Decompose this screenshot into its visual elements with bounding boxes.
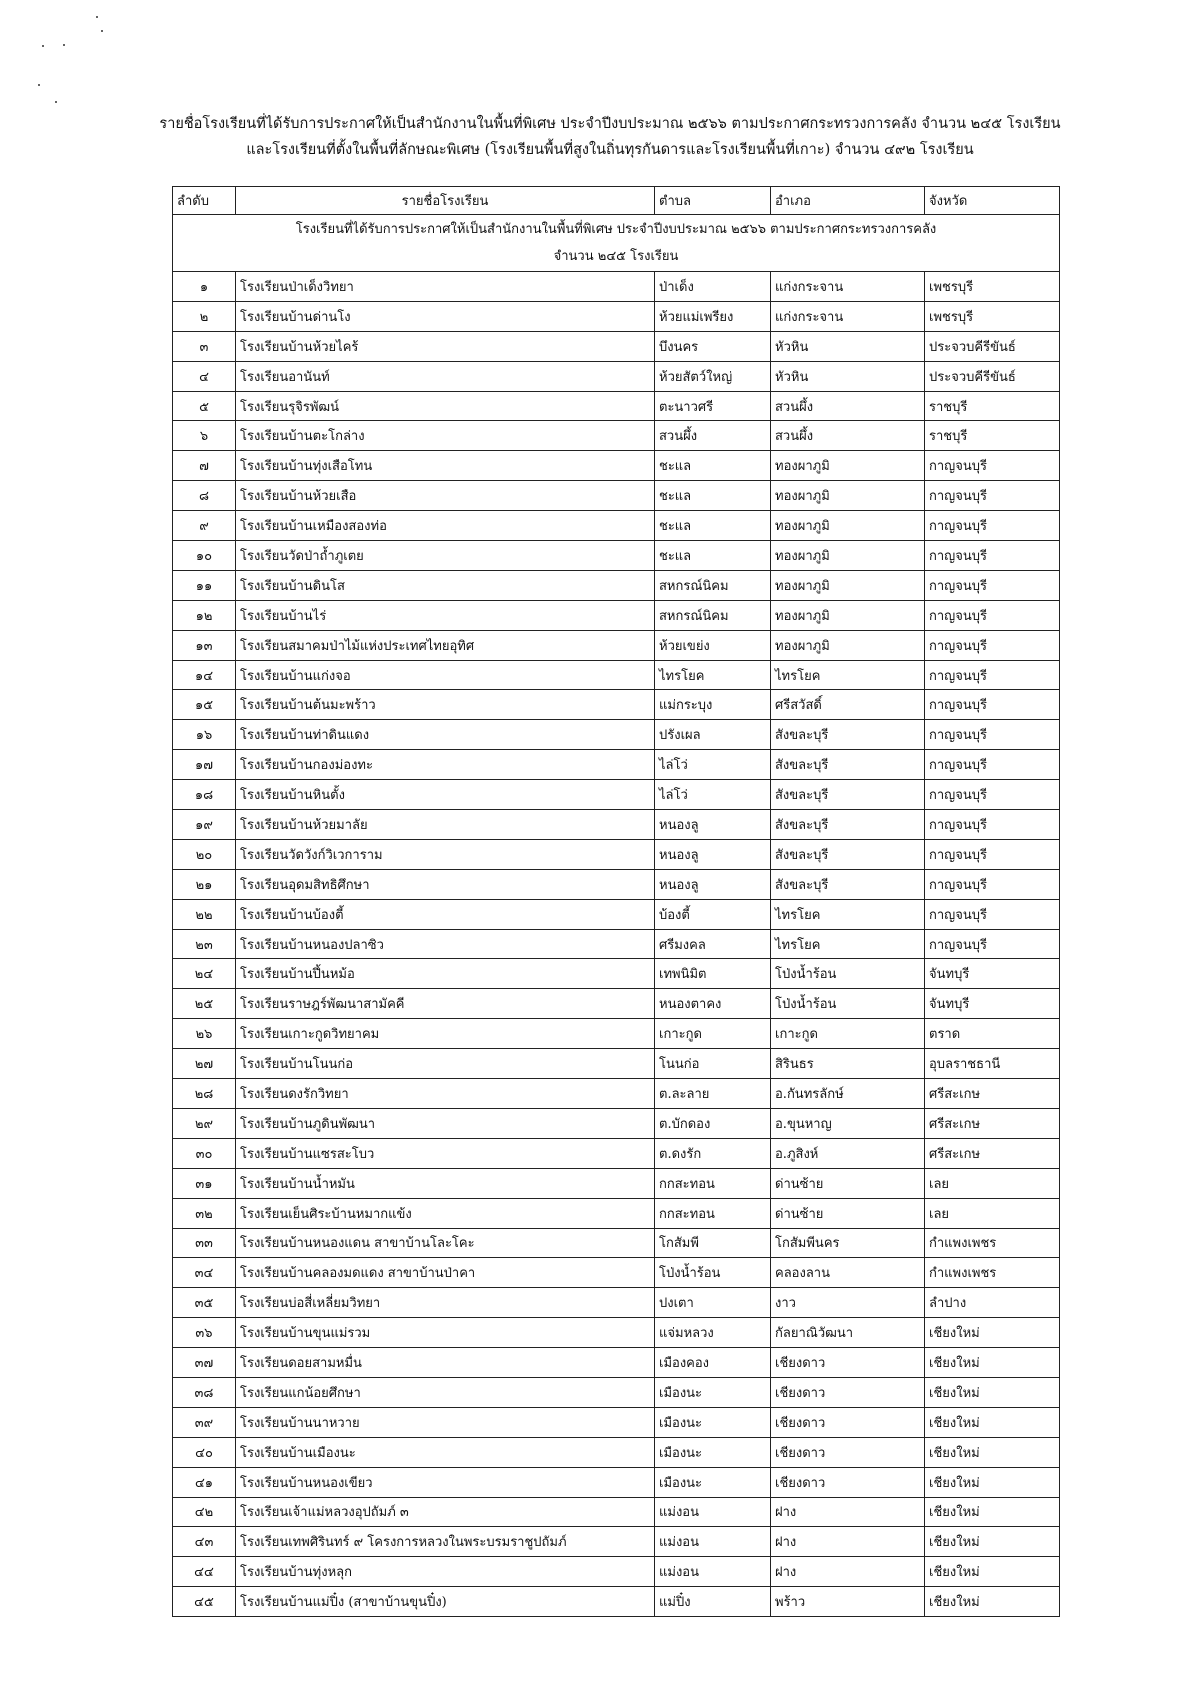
subdistrict: แม่งอน	[655, 1527, 771, 1557]
row-number: ๓๙	[173, 1407, 236, 1437]
province: เพชรบุรี	[925, 301, 1060, 331]
province: กาญจนบุรี	[925, 541, 1060, 571]
district: สวนผึ้ง	[771, 421, 925, 451]
subdistrict: เมืองนะ	[655, 1407, 771, 1437]
row-number: ๔๑	[173, 1467, 236, 1497]
table-row	[173, 630, 1060, 660]
table-row	[173, 690, 1060, 720]
table-row	[173, 391, 1060, 421]
school-name: โรงเรียนบ้านน้ำหมัน	[236, 1168, 655, 1198]
row-number: ๓๑	[173, 1168, 236, 1198]
province: กาญจนบุรี	[925, 750, 1060, 780]
school-name: โรงเรียนบ้านแม่ปิ๋ง (สาขาบ้านขุนปิ๋ง)	[236, 1587, 655, 1617]
province: กาญจนบุรี	[925, 660, 1060, 690]
district: สวนผึ้ง	[771, 391, 925, 421]
school-name: โรงเรียนบ้านขุนแม่รวม	[236, 1318, 655, 1348]
school-name: โรงเรียนบ้านด่านโง	[236, 301, 655, 331]
subdistrict: ตะนาวศรี	[655, 391, 771, 421]
school-name: โรงเรียนเกาะกูดวิทยาคม	[236, 1019, 655, 1049]
header-subdistrict: ตำบล	[655, 187, 771, 215]
district: ทองผาภูมิ	[771, 541, 925, 571]
table-row	[173, 1318, 1060, 1348]
row-number: ๒๕	[173, 989, 236, 1019]
subdistrict: ห้วยสัตว์ใหญ่	[655, 361, 771, 391]
subdistrict: แจ่มหลวง	[655, 1318, 771, 1348]
subdistrict: ห้วยเขย่ง	[655, 630, 771, 660]
school-name: โรงเรียนราษฎร์พัฒนาสามัคคี	[236, 989, 655, 1019]
subdistrict: สหกรณ์นิคม	[655, 570, 771, 600]
subdistrict: เกาะกูด	[655, 1019, 771, 1049]
section-header	[173, 215, 1060, 272]
district: เชียงดาว	[771, 1407, 925, 1437]
province: ศรีสะเกษ	[925, 1138, 1060, 1168]
district: ฝาง	[771, 1557, 925, 1587]
district: สังขละบุรี	[771, 810, 925, 840]
row-number: ๔๒	[173, 1497, 236, 1527]
district: หัวหิน	[771, 361, 925, 391]
province: เลย	[925, 1198, 1060, 1228]
row-number: ๒๓	[173, 929, 236, 959]
section-header-line-1: โรงเรียนที่ได้รับการประกาศให้เป็นสำนักงานในพื้นที่พิเศษ ประจำปีงบประมาณ ๒๕๖๖ ตามประกาศกระทรวงการคลัง	[295, 222, 937, 237]
row-number: ๔๐	[173, 1437, 236, 1467]
province: ศรีสะเกษ	[925, 1108, 1060, 1138]
province: อุบลราชธานี	[925, 1049, 1060, 1079]
table-row	[173, 1138, 1060, 1168]
subdistrict: ปรังเผล	[655, 720, 771, 750]
province: กาญจนบุรี	[925, 869, 1060, 899]
district: โกสัมพีนคร	[771, 1228, 925, 1258]
row-number: ๑๓	[173, 630, 236, 660]
district: ทองผาภูมิ	[771, 570, 925, 600]
subdistrict: แม่งอน	[655, 1557, 771, 1587]
subdistrict: ชะแล	[655, 541, 771, 571]
province: จันทบุรี	[925, 989, 1060, 1019]
province: เชียงใหม่	[925, 1437, 1060, 1467]
province: เชียงใหม่	[925, 1318, 1060, 1348]
school-name: โรงเรียนบ้านไร่	[236, 600, 655, 630]
row-number: ๑๙	[173, 810, 236, 840]
table-row	[173, 660, 1060, 690]
row-number: ๒๗	[173, 1049, 236, 1079]
row-number: ๓๔	[173, 1258, 236, 1288]
table-row	[173, 869, 1060, 899]
school-name: โรงเรียนบ้านท่าดินแดง	[236, 720, 655, 750]
district: ทองผาภูมิ	[771, 481, 925, 511]
district: สังขละบุรี	[771, 869, 925, 899]
table-row	[173, 989, 1060, 1019]
subdistrict: แม่กระบุง	[655, 690, 771, 720]
school-name: โรงเรียนบ้านแซรสะโบว	[236, 1138, 655, 1168]
district: ไทรโยค	[771, 660, 925, 690]
row-number: ๑	[173, 272, 236, 302]
table-row	[173, 481, 1060, 511]
district: หัวหิน	[771, 331, 925, 361]
school-name: โรงเรียนบ้านหินตั้ง	[236, 780, 655, 810]
section-header-line-2: จำนวน ๒๔๕ โรงเรียน	[553, 249, 679, 264]
province: เชียงใหม่	[925, 1527, 1060, 1557]
subdistrict: ต.ดงรัก	[655, 1138, 771, 1168]
row-number: ๙	[173, 511, 236, 541]
subdistrict: ชะแล	[655, 451, 771, 481]
subdistrict: แม่ปิ๋ง	[655, 1587, 771, 1617]
school-name: โรงเรียนเทพศิรินทร์ ๙ โครงการหลวงในพระบรมราชูปถัมภ์	[236, 1527, 655, 1557]
school-name: โรงเรียนอุดมสิทธิศึกษา	[236, 869, 655, 899]
table-row	[173, 1497, 1060, 1527]
province: กาญจนบุรี	[925, 899, 1060, 929]
subdistrict: ไล่โว่	[655, 750, 771, 780]
district: กัลยาณิวัฒนา	[771, 1318, 925, 1348]
row-number: ๓๓	[173, 1228, 236, 1258]
province: กาญจนบุรี	[925, 481, 1060, 511]
school-name: โรงเรียนบ้านเมืองนะ	[236, 1437, 655, 1467]
school-name: โรงเรียนบ้านโนนก่อ	[236, 1049, 655, 1079]
district: เกาะกูด	[771, 1019, 925, 1049]
row-number: ๑๐	[173, 541, 236, 571]
district: สิรินธร	[771, 1049, 925, 1079]
subdistrict: ไทรโยค	[655, 660, 771, 690]
row-number: ๒๒	[173, 899, 236, 929]
province: กาญจนบุรี	[925, 929, 1060, 959]
table-row	[173, 1407, 1060, 1437]
table-row	[173, 331, 1060, 361]
district: โป่งน้ำร้อน	[771, 989, 925, 1019]
table-row	[173, 1258, 1060, 1288]
province: กาญจนบุรี	[925, 630, 1060, 660]
row-number: ๓๐	[173, 1138, 236, 1168]
province: กาญจนบุรี	[925, 451, 1060, 481]
row-number: ๕	[173, 391, 236, 421]
subdistrict: บ้องตี้	[655, 899, 771, 929]
district: ทองผาภูมิ	[771, 451, 925, 481]
subdistrict: ชะแล	[655, 511, 771, 541]
school-name: โรงเรียนบ้านปึ้นหม้อ	[236, 959, 655, 989]
province: ประจวบคีรีขันธ์	[925, 361, 1060, 391]
row-number: ๑๗	[173, 750, 236, 780]
province: ตราด	[925, 1019, 1060, 1049]
district: เชียงดาว	[771, 1377, 925, 1407]
row-number: ๓๗	[173, 1348, 236, 1378]
row-number: ๔๕	[173, 1587, 236, 1617]
subdistrict: เมืองคอง	[655, 1348, 771, 1378]
table-row	[173, 750, 1060, 780]
row-number: ๑๑	[173, 570, 236, 600]
school-name: โรงเรียนดอยสามหมื่น	[236, 1348, 655, 1378]
province: จันทบุรี	[925, 959, 1060, 989]
school-name: โรงเรียนบ้านแก่งจอ	[236, 660, 655, 690]
row-number: ๓๒	[173, 1198, 236, 1228]
table-row	[173, 1019, 1060, 1049]
table-row	[173, 1228, 1060, 1258]
table-row	[173, 541, 1060, 571]
subdistrict: กกสะทอน	[655, 1198, 771, 1228]
table-row	[173, 301, 1060, 331]
table-row	[173, 959, 1060, 989]
table-row	[173, 899, 1060, 929]
province: กาญจนบุรี	[925, 780, 1060, 810]
row-number: ๒๙	[173, 1108, 236, 1138]
table-row	[173, 1437, 1060, 1467]
district: อ.ขุนหาญ	[771, 1108, 925, 1138]
province: เชียงใหม่	[925, 1377, 1060, 1407]
document-title-line-1: รายชื่อโรงเรียนที่ได้รับการประกาศให้เป็นสำนักงานในพื้นที่พิเศษ ประจำปีงบประมาณ ๒๕๖๖ ตามประกาศกระทรวงการคลัง จำนวน ๒๔๕ โรงเรียน	[159, 116, 1061, 132]
row-number: ๒๖	[173, 1019, 236, 1049]
table-row	[173, 1348, 1060, 1378]
subdistrict: เมืองนะ	[655, 1467, 771, 1497]
school-name: โรงเรียนเย็นศิระบ้านหมากแข้ง	[236, 1198, 655, 1228]
subdistrict: ชะแล	[655, 481, 771, 511]
district: แก่งกระจาน	[771, 272, 925, 302]
table-row	[173, 361, 1060, 391]
district: อ.กันทรลักษ์	[771, 1079, 925, 1109]
school-name: โรงเรียนบ้านภูดินพัฒนา	[236, 1108, 655, 1138]
table-row	[173, 1527, 1060, 1557]
district: ด่านซ้าย	[771, 1168, 925, 1198]
row-number: ๑๒	[173, 600, 236, 630]
row-number: ๑๕	[173, 690, 236, 720]
table-row	[173, 451, 1060, 481]
school-name: โรงเรียนบ้านหนองปลาซิว	[236, 929, 655, 959]
row-number: ๑๖	[173, 720, 236, 750]
section-header-row	[173, 215, 1060, 272]
subdistrict: หนองลู	[655, 839, 771, 869]
subdistrict: สวนผึ้ง	[655, 421, 771, 451]
province: เลย	[925, 1168, 1060, 1198]
district: เชียงดาว	[771, 1437, 925, 1467]
province: ราชบุรี	[925, 391, 1060, 421]
province: ประจวบคีรีขันธ์	[925, 331, 1060, 361]
school-name: โรงเรียนบ้านหนองแดน สาขาบ้านโละโคะ	[236, 1228, 655, 1258]
province: เชียงใหม่	[925, 1407, 1060, 1437]
subdistrict: สหกรณ์นิคม	[655, 600, 771, 630]
row-number: ๔๔	[173, 1557, 236, 1587]
province: เชียงใหม่	[925, 1467, 1060, 1497]
school-name: โรงเรียนบ้านทุ่งเสือโทน	[236, 451, 655, 481]
province: เชียงใหม่	[925, 1348, 1060, 1378]
district: ทองผาภูมิ	[771, 511, 925, 541]
province: กาญจนบุรี	[925, 810, 1060, 840]
province: กาญจนบุรี	[925, 720, 1060, 750]
subdistrict: หนองตาคง	[655, 989, 771, 1019]
row-number: ๗	[173, 451, 236, 481]
subdistrict: บึงนคร	[655, 331, 771, 361]
row-number: ๓๕	[173, 1288, 236, 1318]
school-name: โรงเรียนป่าเด็งวิทยา	[236, 272, 655, 302]
header-school-name: รายชื่อโรงเรียน	[236, 187, 655, 215]
subdistrict: หนองลู	[655, 810, 771, 840]
header-district: อำเภอ	[771, 187, 925, 215]
province: ราชบุรี	[925, 421, 1060, 451]
row-number: ๒	[173, 301, 236, 331]
district: คลองลาน	[771, 1258, 925, 1288]
subdistrict: ห้วยแม่เพรียง	[655, 301, 771, 331]
table-row	[173, 929, 1060, 959]
table-row	[173, 1049, 1060, 1079]
district: แก่งกระจาน	[771, 301, 925, 331]
table-row	[173, 511, 1060, 541]
row-number: ๔	[173, 361, 236, 391]
row-number: ๖	[173, 421, 236, 451]
document-title-line-2: และโรงเรียนที่ตั้งในพื้นที่ลักษณะพิเศษ (โรงเรียนพื้นที่สูงในถิ่นทุรกันดารและโรงเรียนพื้นที่เกาะ) จำนวน ๔๙๒ โรงเรียน	[246, 142, 974, 158]
district: สังขละบุรี	[771, 750, 925, 780]
subdistrict: ต.ละลาย	[655, 1079, 771, 1109]
school-name: โรงเรียนบ้านต้นมะพร้าว	[236, 690, 655, 720]
school-name: โรงเรียนบ้านนาหวาย	[236, 1407, 655, 1437]
school-name: โรงเรียนเจ้าแม่หลวงอุปถัมภ์ ๓	[236, 1497, 655, 1527]
province: เชียงใหม่	[925, 1587, 1060, 1617]
header-order: ลำดับ	[173, 187, 236, 215]
row-number: ๒๘	[173, 1079, 236, 1109]
school-name: โรงเรียนวัดวังก์วิเวการาม	[236, 839, 655, 869]
subdistrict: เมืองนะ	[655, 1377, 771, 1407]
row-number: ๑๔	[173, 660, 236, 690]
province: กำแพงเพชร	[925, 1228, 1060, 1258]
school-name: โรงเรียนบ้านเหมืองสองท่อ	[236, 511, 655, 541]
table-row	[173, 1108, 1060, 1138]
district: ฝาง	[771, 1497, 925, 1527]
school-name: โรงเรียนบ้านหนองเขียว	[236, 1467, 655, 1497]
subdistrict: ปงเตา	[655, 1288, 771, 1318]
subdistrict: โป่งน้ำร้อน	[655, 1258, 771, 1288]
district: ทองผาภูมิ	[771, 600, 925, 630]
table-row	[173, 1557, 1060, 1587]
district: ไทรโยค	[771, 929, 925, 959]
table-row	[173, 570, 1060, 600]
row-number: ๓๘	[173, 1377, 236, 1407]
table-row	[173, 810, 1060, 840]
province: ศรีสะเกษ	[925, 1079, 1060, 1109]
row-number: ๓๖	[173, 1318, 236, 1348]
row-number: ๓	[173, 331, 236, 361]
table-row	[173, 1377, 1060, 1407]
district: ฝาง	[771, 1527, 925, 1557]
district: โป่งน้ำร้อน	[771, 959, 925, 989]
school-name: โรงเรียนบ้านคลองมดแดง สาขาบ้านป่าคา	[236, 1258, 655, 1288]
scan-speck	[101, 30, 103, 32]
province: กาญจนบุรี	[925, 570, 1060, 600]
province: กาญจนบุรี	[925, 839, 1060, 869]
district: ทองผาภูมิ	[771, 630, 925, 660]
subdistrict: โกสัมพี	[655, 1228, 771, 1258]
table-row	[173, 1198, 1060, 1228]
row-number: ๒๑	[173, 869, 236, 899]
table-row	[173, 1467, 1060, 1497]
row-number: ๒๔	[173, 959, 236, 989]
school-name: โรงเรียนอานันท์	[236, 361, 655, 391]
subdistrict: ศรีมงคล	[655, 929, 771, 959]
table-row	[173, 421, 1060, 451]
district: ศรีสวัสดิ์	[771, 690, 925, 720]
subdistrict: โนนก่อ	[655, 1049, 771, 1079]
table-row	[173, 1168, 1060, 1198]
subdistrict: ต.บักดอง	[655, 1108, 771, 1138]
row-number: ๑๘	[173, 780, 236, 810]
province: ลำปาง	[925, 1288, 1060, 1318]
school-name: โรงเรียนรุจิรพัฒน์	[236, 391, 655, 421]
subdistrict: แม่งอน	[655, 1497, 771, 1527]
scan-speck	[63, 44, 65, 46]
subdistrict: ไล่โว่	[655, 780, 771, 810]
district: สังขละบุรี	[771, 720, 925, 750]
school-name: โรงเรียนบ่อสี่เหลี่ยมวิทยา	[236, 1288, 655, 1318]
subdistrict: กกสะทอน	[655, 1168, 771, 1198]
table-row	[173, 839, 1060, 869]
district: พร้าว	[771, 1587, 925, 1617]
table-row	[173, 720, 1060, 750]
scan-speck	[96, 16, 98, 18]
district: เชียงดาว	[771, 1467, 925, 1497]
table-row	[173, 1587, 1060, 1617]
school-name: โรงเรียนบ้านดินโส	[236, 570, 655, 600]
school-name: โรงเรียนบ้านห้วยไคร้	[236, 331, 655, 361]
scan-speck	[42, 45, 44, 47]
province: เชียงใหม่	[925, 1497, 1060, 1527]
school-name: โรงเรียนสมาคมป่าไม้แห่งประเทศไทยอุทิศ	[236, 630, 655, 660]
subdistrict: หนองลู	[655, 869, 771, 899]
table-row	[173, 272, 1060, 302]
table-row	[173, 1079, 1060, 1109]
province: กาญจนบุรี	[925, 511, 1060, 541]
scan-speck	[38, 84, 40, 86]
province: เพชรบุรี	[925, 272, 1060, 302]
header-province: จังหวัด	[925, 187, 1060, 215]
province: เชียงใหม่	[925, 1557, 1060, 1587]
row-number: ๔๓	[173, 1527, 236, 1557]
row-number: ๒๐	[173, 839, 236, 869]
province: กำแพงเพชร	[925, 1258, 1060, 1288]
school-name: โรงเรียนวัดป่าถ้ำภูเตย	[236, 541, 655, 571]
row-number: ๘	[173, 481, 236, 511]
district: ด่านซ้าย	[771, 1198, 925, 1228]
subdistrict: ป่าเด็ง	[655, 272, 771, 302]
district: สังขละบุรี	[771, 839, 925, 869]
subdistrict: เมืองนะ	[655, 1437, 771, 1467]
school-name: โรงเรียนบ้านห้วยมาลัย	[236, 810, 655, 840]
school-name: โรงเรียนบ้านกองม่องทะ	[236, 750, 655, 780]
district: เชียงดาว	[771, 1348, 925, 1378]
table-row	[173, 600, 1060, 630]
school-name: โรงเรียนบ้านตะโกล่าง	[236, 421, 655, 451]
school-name: โรงเรียนบ้านห้วยเสือ	[236, 481, 655, 511]
table-header-row	[173, 187, 1060, 215]
district: อ.ภูสิงห์	[771, 1138, 925, 1168]
school-name: โรงเรียนบ้านบ้องตี้	[236, 899, 655, 929]
district: งาว	[771, 1288, 925, 1318]
scan-speck	[55, 101, 57, 103]
district: ไทรโยค	[771, 899, 925, 929]
school-name: โรงเรียนดงรักวิทยา	[236, 1079, 655, 1109]
province: กาญจนบุรี	[925, 600, 1060, 630]
school-name: โรงเรียนแกน้อยศึกษา	[236, 1377, 655, 1407]
school-name: โรงเรียนบ้านทุ่งหลุก	[236, 1557, 655, 1587]
table-row	[173, 780, 1060, 810]
table-row	[173, 1288, 1060, 1318]
province: กาญจนบุรี	[925, 690, 1060, 720]
subdistrict: เทพนิมิต	[655, 959, 771, 989]
district: สังขละบุรี	[771, 780, 925, 810]
school-table	[172, 186, 1060, 1617]
